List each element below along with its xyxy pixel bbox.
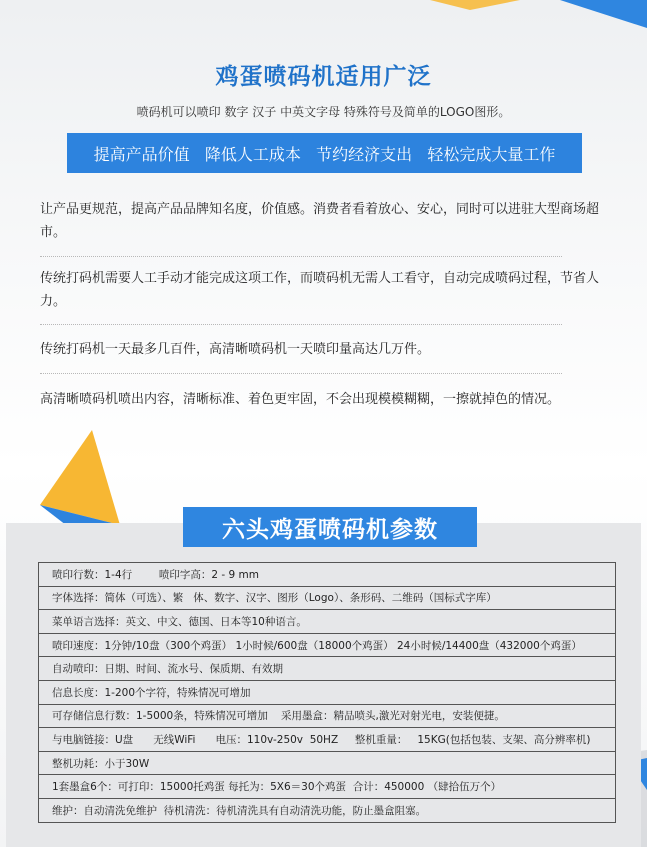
- table-row: 1套墨盒6个：可打印：15000托鸡蛋 每托为：5X6＝30个鸡蛋 合计：450000 （肆拾伍万个）: [38, 775, 616, 799]
- table-row: 维护：自动清洗免维护 待机清洗：待机清洗具有自动清洗功能，防止墨盒阻塞。: [38, 799, 616, 823]
- section1-subtitle: 喷码机可以喷印 数字 汉子 中英文字母 特殊符号及简单的LOGO图形。: [136, 105, 511, 119]
- table-row: 与电脑链接：U盘 无线WiFi 电压：110v-250v 50HZ 整机重量： 15KG(包括包装、支架、高分辨率机): [38, 728, 616, 752]
- separator-2: [40, 324, 562, 325]
- table-row: 自动喷印：日期、时间、流水号、保质期、有效期: [38, 657, 616, 681]
- value-banner: 提高产品价值 降低人工成本 节约经济支出 轻松完成大量工作: [67, 133, 582, 173]
- table-row: 信息长度：1-200个字符，特殊情况可增加: [38, 681, 616, 705]
- paragraph-4: 高清晰喷码机喷出内容，清晰标准、着色更牢固，不会出现模模糊糊，一擦就掉色的情况。: [40, 392, 561, 407]
- table-row: 可存储信息行数：1-5000条，特殊情况可增加 采用墨盒：精品喷头,激光对射光电，安装便捷。: [38, 705, 616, 729]
- parameters-table: [38, 562, 616, 823]
- separator-1: [40, 256, 562, 257]
- table-row: 字体选择：简体（可选）、繁 体、数字、汉字、图形（Logo）、条形码、二维码（国标式字库）: [38, 587, 616, 611]
- table-row: 喷印速度：1分钟/10盘（300个鸡蛋） 1小时候/600盘（18000个鸡蛋） 24小时候/14400盘（432000个鸡蛋）: [38, 634, 616, 658]
- table-row: 整机功耗：小于30W: [38, 752, 616, 776]
- section1-title: 鸡蛋喷码机适用广泛: [215, 64, 432, 90]
- table-row: 菜单语言选择：英文、中文、德国、日本等10种语言。: [38, 610, 616, 634]
- table-row: 喷印行数：1-4行 喷印字高：2 - 9 mm: [38, 563, 616, 587]
- section2-title: 六头鸡蛋喷码机参数: [183, 507, 477, 547]
- paragraph-1: 让产品更规范，提高产品品牌知名度，价值感。消费者看着放心、安心，同时可以进驻大型商场超市。: [40, 202, 600, 240]
- paragraph-3: 传统打码机一天最多几百件，高清晰喷码机一天喷印量高达几万件。: [40, 342, 431, 357]
- paragraph-2: 传统打码机需要人工手动才能完成这项工作，而喷码机无需人工看守，自动完成喷码过程，节省人力。: [40, 271, 600, 309]
- separator-3: [40, 373, 562, 374]
